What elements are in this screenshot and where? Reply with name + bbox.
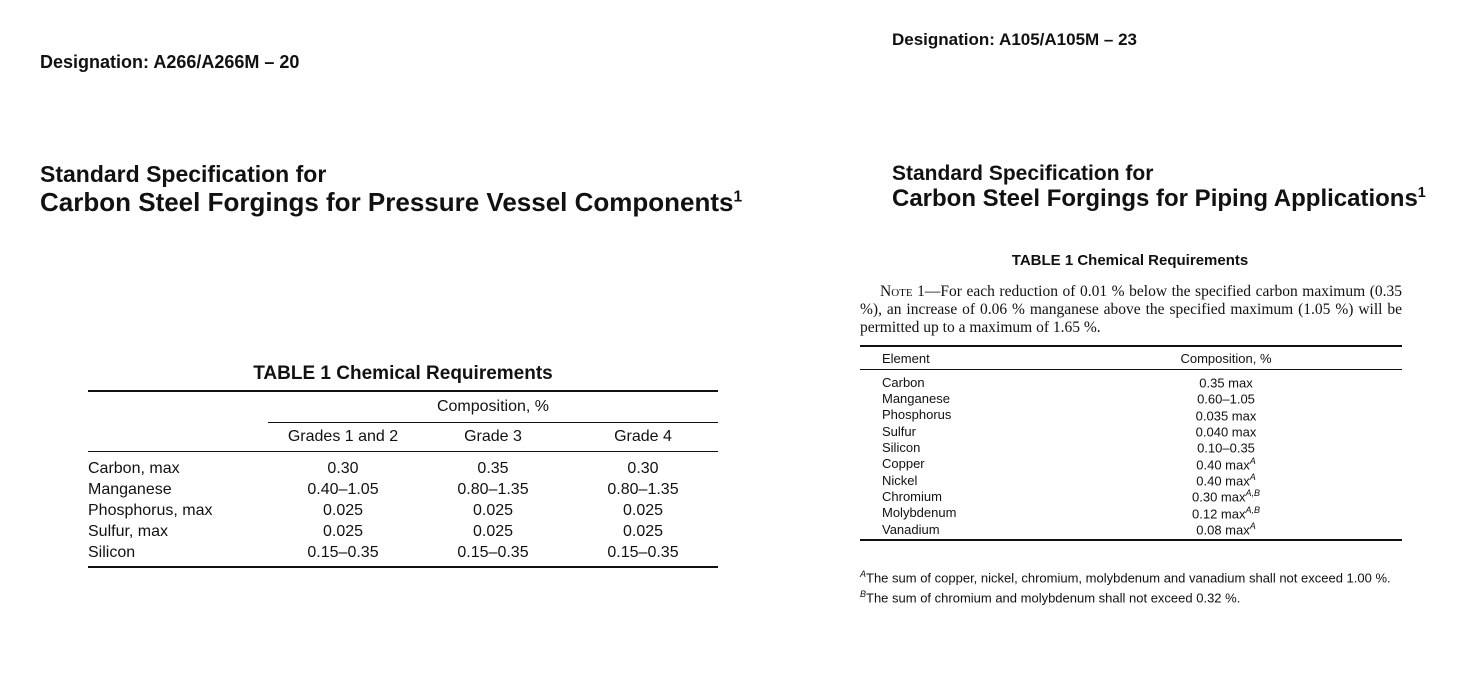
table-row xyxy=(860,472,1402,488)
cell-value: 0.30 xyxy=(327,459,359,477)
footnote-a: $^A$The sum of copper, nickel, chromium, molybdenum and vanadium shall not exceed 1.00 %. xyxy=(860,569,1391,586)
note-label: Note xyxy=(880,283,913,300)
composition-value: 0.40 $\max^A$ xyxy=(1196,471,1256,489)
left-title xyxy=(40,162,742,217)
right-chemical-table xyxy=(860,345,1402,541)
cell-value: 0.15–0.35 xyxy=(418,542,568,567)
left-col-header: Grade 3 xyxy=(418,423,568,452)
left-title-line2: Carbon Steel Forgings for Pressure Vessel Components xyxy=(40,186,734,217)
right-title-line2-wrap xyxy=(892,186,1426,213)
element-name: Sulfur xyxy=(882,423,916,439)
cell-value: 0.025 xyxy=(622,501,664,519)
cell-value: 0.025 xyxy=(322,522,364,540)
table-row xyxy=(860,370,1402,391)
header-element: Element xyxy=(860,346,1050,370)
right-title xyxy=(892,162,1426,212)
left-designation: Designation: A266/A266M – 20 xyxy=(40,52,300,72)
composition-value: 0.60–1.05 xyxy=(1197,391,1255,407)
left-title-footnote: 1 xyxy=(733,188,743,206)
cell-value: 0.025 xyxy=(472,501,514,519)
element-name: Chromium xyxy=(882,488,942,504)
element-name: Nickel xyxy=(882,472,918,488)
element-name: Molybdenum xyxy=(882,505,957,521)
table-row xyxy=(88,479,718,500)
table-row xyxy=(88,521,718,542)
element-name: Silicon xyxy=(882,439,921,455)
table-row xyxy=(860,505,1402,521)
table-row xyxy=(88,542,718,567)
composition-value: 0.10–0.35 xyxy=(1197,440,1255,456)
cell-value: 0.025 xyxy=(472,522,514,540)
right-title-footnote: 1 xyxy=(1417,184,1426,201)
cell-value: 0.15–0.35 xyxy=(268,542,418,567)
cell-value: 0.40–1.05 xyxy=(307,480,379,498)
element-name: Sulfur, max xyxy=(88,522,169,540)
composition-value: 0.035 max xyxy=(1195,407,1257,423)
right-table-footnotes xyxy=(860,566,1402,607)
table-row xyxy=(88,452,718,480)
composition-value: 0.08 $\max^A$ xyxy=(1050,521,1402,540)
header-composition: Composition, % xyxy=(1050,346,1402,370)
left-header-blank2 xyxy=(88,423,268,452)
element-name: Phosphorus xyxy=(882,407,952,423)
table-row xyxy=(860,390,1402,406)
composition-value: 0.40 $\max^A$ xyxy=(1196,455,1256,472)
right-designation: Designation: A105/A105M – 23 xyxy=(892,30,1138,49)
cell-value: 0.80–1.35 xyxy=(457,480,529,498)
element-name: Carbon xyxy=(882,374,925,390)
cell-value: 0.35 xyxy=(477,459,509,477)
right-title-line1: Standard Specification for xyxy=(892,162,1154,185)
element-name: Copper xyxy=(882,456,925,472)
element-name: Carbon, max xyxy=(88,459,180,477)
left-header-blank xyxy=(88,392,268,423)
cell-value: 0.15–0.35 xyxy=(568,542,718,567)
element-name: Manganese xyxy=(88,480,172,498)
left-chemical-table xyxy=(88,390,718,568)
right-table-caption: TABLE 1 Chemical Requirements xyxy=(1011,252,1249,269)
table-row xyxy=(88,500,718,521)
table-row xyxy=(860,407,1402,423)
footnote-b: $^B$The sum of chromium and molybdenum shall not exceed 0.32 %. xyxy=(860,589,1241,606)
cell-value: 0.30 xyxy=(627,459,659,477)
cell-value: 0.80–1.35 xyxy=(607,480,679,498)
composition-value: 0.35 max xyxy=(1199,375,1253,391)
table-row xyxy=(860,439,1402,455)
right-table-note xyxy=(860,283,1402,337)
left-title-line1: Standard Specification for xyxy=(40,161,327,187)
cell-value: 0.025 xyxy=(622,522,664,540)
left-col-header: Grade 4 xyxy=(568,423,718,452)
left-col-header: Grades 1 and 2 xyxy=(268,423,418,452)
left-title-line2-wrap xyxy=(40,188,742,217)
composition-value: 0.30 $\max^{A,B}$ xyxy=(1192,488,1260,505)
element-name: Phosphorus, max xyxy=(88,501,213,519)
composition-value: 0.12 $\max^{A,B}$ xyxy=(1192,504,1260,521)
left-composition-header: Composition, % xyxy=(268,392,718,423)
table-row xyxy=(860,423,1402,439)
table-row xyxy=(860,521,1402,540)
note-text: 1—For each reduction of 0.01 % below the specified carbon maximum (0.35 %), an increase of 0.06 % manganese above the specified maximum (1.05 %) will be permitted up to a maximum of 1.65 %. xyxy=(860,283,1402,336)
table-row xyxy=(860,456,1402,472)
table-row xyxy=(860,488,1402,504)
cell-value: 0.025 xyxy=(322,501,364,519)
right-title-line2: Carbon Steel Forgings for Piping Applications xyxy=(892,184,1418,212)
element-name: Manganese xyxy=(882,390,950,406)
element-name: Silicon xyxy=(88,542,268,567)
left-table-caption: TABLE 1 Chemical Requirements xyxy=(253,363,553,384)
element-name: Vanadium xyxy=(860,521,1050,540)
composition-value: 0.040 max xyxy=(1195,424,1257,440)
